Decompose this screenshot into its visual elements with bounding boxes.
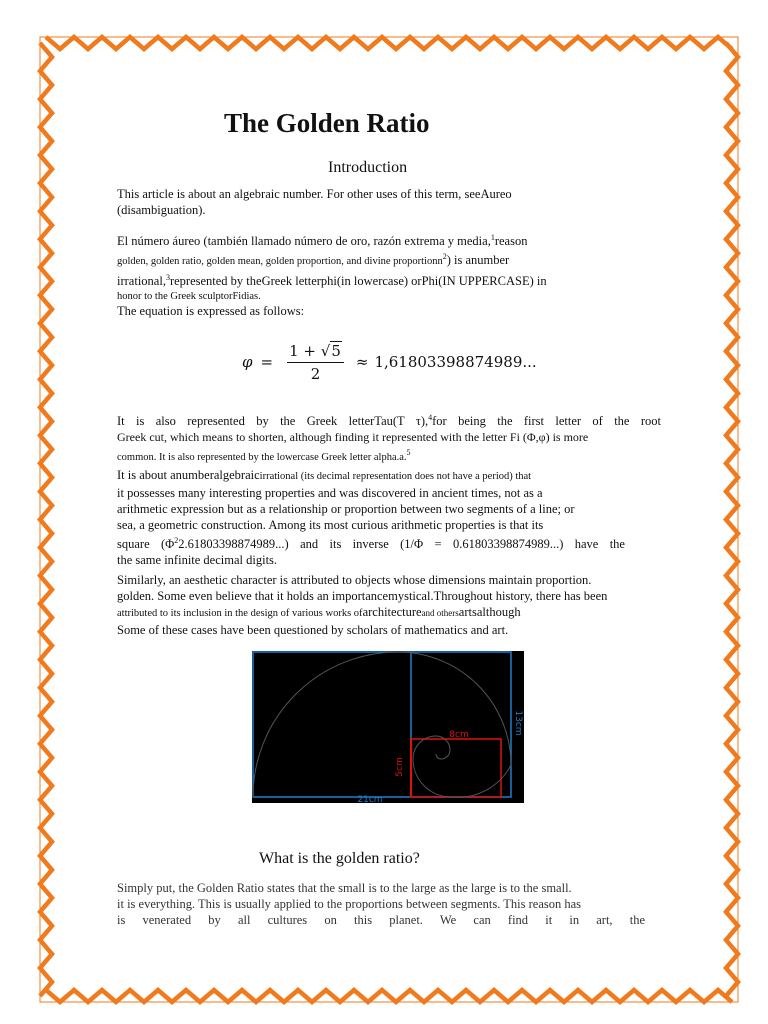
text-line: arithmetic expression but as a relationship or proportion between two segments of a line; or [117,502,575,516]
text-line: Simply put, the Golden Ratio states that the small is to the large as the large is to the small. [117,881,572,895]
text-line: attributed to its inclusion in the design of various works ofarchitectureand othersartsalthough [117,605,521,619]
text-line: It is about anumberalgebraicirrational (its decimal representation does not have a period) that [117,468,532,482]
text-line: common. It is also represented by the lowercase Greek letter alpha.a.$^5$ [117,448,411,463]
text-line: it is everything. This is usually applied to the proportions between segments. This reason has [117,897,582,911]
text-line: This article is about an algebraic number. For other uses of this term, seeAureo [117,187,512,201]
text-line: honor to the Greek sculptorFidias. [117,291,261,302]
paragraph-tau [117,410,661,466]
text-line: it possesses many interesting properties and was discovered in ancient times, not as a [117,486,543,500]
border-zigzag [46,37,732,49]
text-line: square $(\Phi^22.61803398874989...)$ and its inverse (1/Φ = 0.61803398874989...) have the [117,536,625,551]
footnote-ref: 2 [442,252,447,261]
section-heading-what-is: What is the golden ratio? [259,850,420,867]
text-line: irrational,$^3$represented by theGreek letterphi(in lowercase) orPhi(IN UPPERCASE) in [117,273,547,288]
paragraph-aesthetic [117,572,661,638]
text-line: Some of these cases have been questioned by scholars of mathematics and art. [117,623,509,637]
fraction-denominator: 2 [310,364,321,383]
text-line: golden, golden ratio, golden mean, golden proportion, and divine proportionn$^2$) is anumber [117,252,510,267]
fraction [287,342,344,383]
paragraph-intro [117,186,661,218]
text-line: Greek cut, which means to shorten, although finding it represented with the letter Fi (Φ,φ) is more [117,430,589,444]
paragraph-equation-intro: The equation is expressed as follows: [117,304,305,318]
approx-sign: ≈ [355,353,369,371]
paragraph-algebraic [117,467,661,568]
paragraph-simply-put [117,880,645,928]
section-heading-introduction: Introduction [328,159,408,176]
text-line: (disambiguation). [117,203,206,217]
footnote-ref: 1 [490,233,495,242]
fraction-numerator: 1 + √5 [287,342,344,363]
equals-sign: = [260,353,274,371]
label-13cm: 13cm [513,710,523,736]
footnote-ref: 3 [165,273,170,282]
text-line: golden. Some even believe that it holds an importancemystical.Throughout history, there has been [117,589,608,603]
label-5cm: 5cm [395,757,405,777]
text-line: the same infinite decimal digits. [117,553,278,567]
border-zigzag [726,43,738,996]
phi-symbol: φ [242,353,253,371]
golden-ratio-value: 1,61803398874989... [374,353,537,371]
label-8cm: 8cm [449,730,469,740]
text-line: El número áureo (también llamado número de oro, razón extrema y media,$^1$reason [117,233,528,248]
golden-spiral-figure [252,651,524,803]
border-zigzag [46,990,732,1002]
page-title: The Golden Ratio [224,108,430,138]
text-line: It is also represented by the Greek letterTau(Τ τ),$^4$for being the first letter of the root [117,413,661,428]
golden-ratio-equation [242,341,537,383]
text-line: Similarly, an aesthetic character is attributed to objects whose dimensions maintain proportion. [117,573,592,587]
figure-background [252,651,524,803]
label-21cm: 21cm [357,795,383,803]
text-line: is venerated by all cultures on this planet. We can find it in art, the [117,913,645,927]
text-line: sea, a geometric construction. Among its most curious arithmetic properties is that its [117,518,544,532]
border-zigzag [40,43,52,996]
paragraph-numero-aureo [117,230,661,305]
